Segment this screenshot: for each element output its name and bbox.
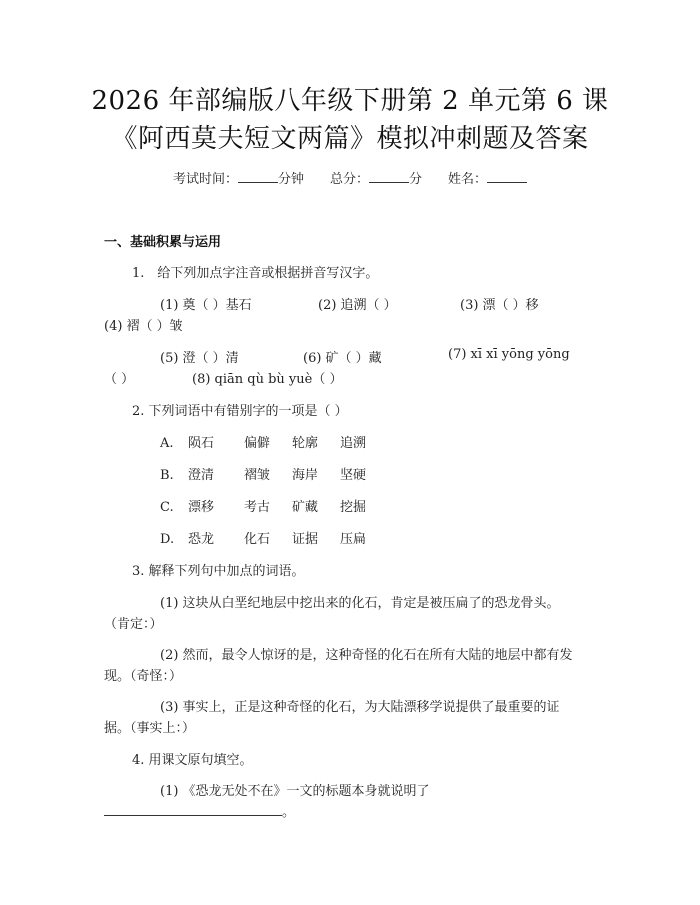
q1-item-4: (4) 褶（ ）皱 [104,319,183,334]
q2-option-a [160,432,366,451]
q2-option-c [160,496,366,515]
q1-item-1: (1) 奠（ ）基石 [160,298,252,313]
q2-stem: 2. 下列词语中有错别字的一项是（ ） [132,404,348,419]
q1-item-8: (8) qiān qù bù yuè（ ） [192,372,343,387]
option-word: 漂移 [188,500,215,515]
score-unit: 分 [409,172,423,187]
document-title-line1: 2026 年部编版八年级下册第 2 单元第 6 课 [91,86,609,116]
q3-sentence-1: (1) 这块从白垩纪地层中挖出来的化石，肯定是被压扁了的恐龙骨头。 [160,596,560,611]
option-letter: B. [160,468,174,483]
option-word: 化石 [244,532,271,547]
option-word: 追溯 [340,436,367,451]
option-word: 陨石 [188,436,215,451]
option-word: 矿藏 [292,500,319,515]
option-word: 压扁 [340,532,367,547]
document-title-line2: 《阿西莫夫短文两篇》模拟冲刺题及答案 [111,124,589,154]
score-blank [369,171,409,183]
q1-item-7: (7) xī xī yōng yōng [448,347,570,362]
time-blank [238,171,278,183]
section-heading: 一、基础积累与运用 [104,235,222,250]
q1-item-7-blank: （ ） [104,372,135,387]
option-word: 澄清 [188,468,215,483]
option-letter: A. [160,436,174,451]
q4-sentence-end: 。 [282,805,296,820]
q1-stem: 1. 给下列加点字注音或根据拼音写汉字。 [132,266,379,281]
q3-sentence-3-answer: 据。（事实上：） [104,721,196,736]
option-word: 证据 [292,532,319,547]
q1-item-5: (5) 澄（ ）清 [160,351,239,366]
exam-info-line [0,168,700,187]
q4-stem: 4. 用课文原句填空。 [132,753,253,768]
option-letter: C. [160,500,174,515]
option-word: 褶皱 [244,468,271,483]
q4-sentence-1: (1) 《恐龙无处不在》一文的标题本身就说明了 [160,784,430,799]
q3-sentence-2-answer: 现。（奇怪：） [104,669,183,684]
option-word: 轮廓 [292,436,319,451]
name-blank [487,171,527,183]
q1-item-2: (2) 追溯（ ） [318,298,397,313]
option-word: 海岸 [292,468,319,483]
q3-sentence-2: (2) 然而，最令人惊讶的是，这种奇怪的化石在所有大陆的地层中都有发 [160,648,573,663]
score-label: 总分： [329,172,369,187]
option-letter: D. [160,532,175,547]
time-unit: 分钟 [277,172,304,187]
q4-answer-line [104,801,295,820]
q1-item-3: (3) 漂（ ）移 [460,298,539,313]
q2-option-d [160,528,366,547]
q3-stem: 3. 解释下列句中加点的词语。 [132,564,305,579]
option-word: 考古 [244,500,271,515]
time-label: 考试时间： [172,172,238,187]
q3-sentence-3: (3) 事实上，正是这种奇怪的化石，为大陆漂移学说提供了最重要的证 [160,700,560,715]
option-word: 坚硬 [340,468,367,483]
q2-option-b [160,464,366,483]
option-word: 挖掘 [340,500,367,515]
q3-sentence-1-answer: （肯定：） [104,617,163,632]
answer-blank [104,803,282,816]
q1-item-6: (6) 矿（ ）藏 [303,351,382,366]
name-label: 姓名： [448,172,488,187]
option-word: 恐龙 [188,532,215,547]
option-word: 偏僻 [244,436,271,451]
